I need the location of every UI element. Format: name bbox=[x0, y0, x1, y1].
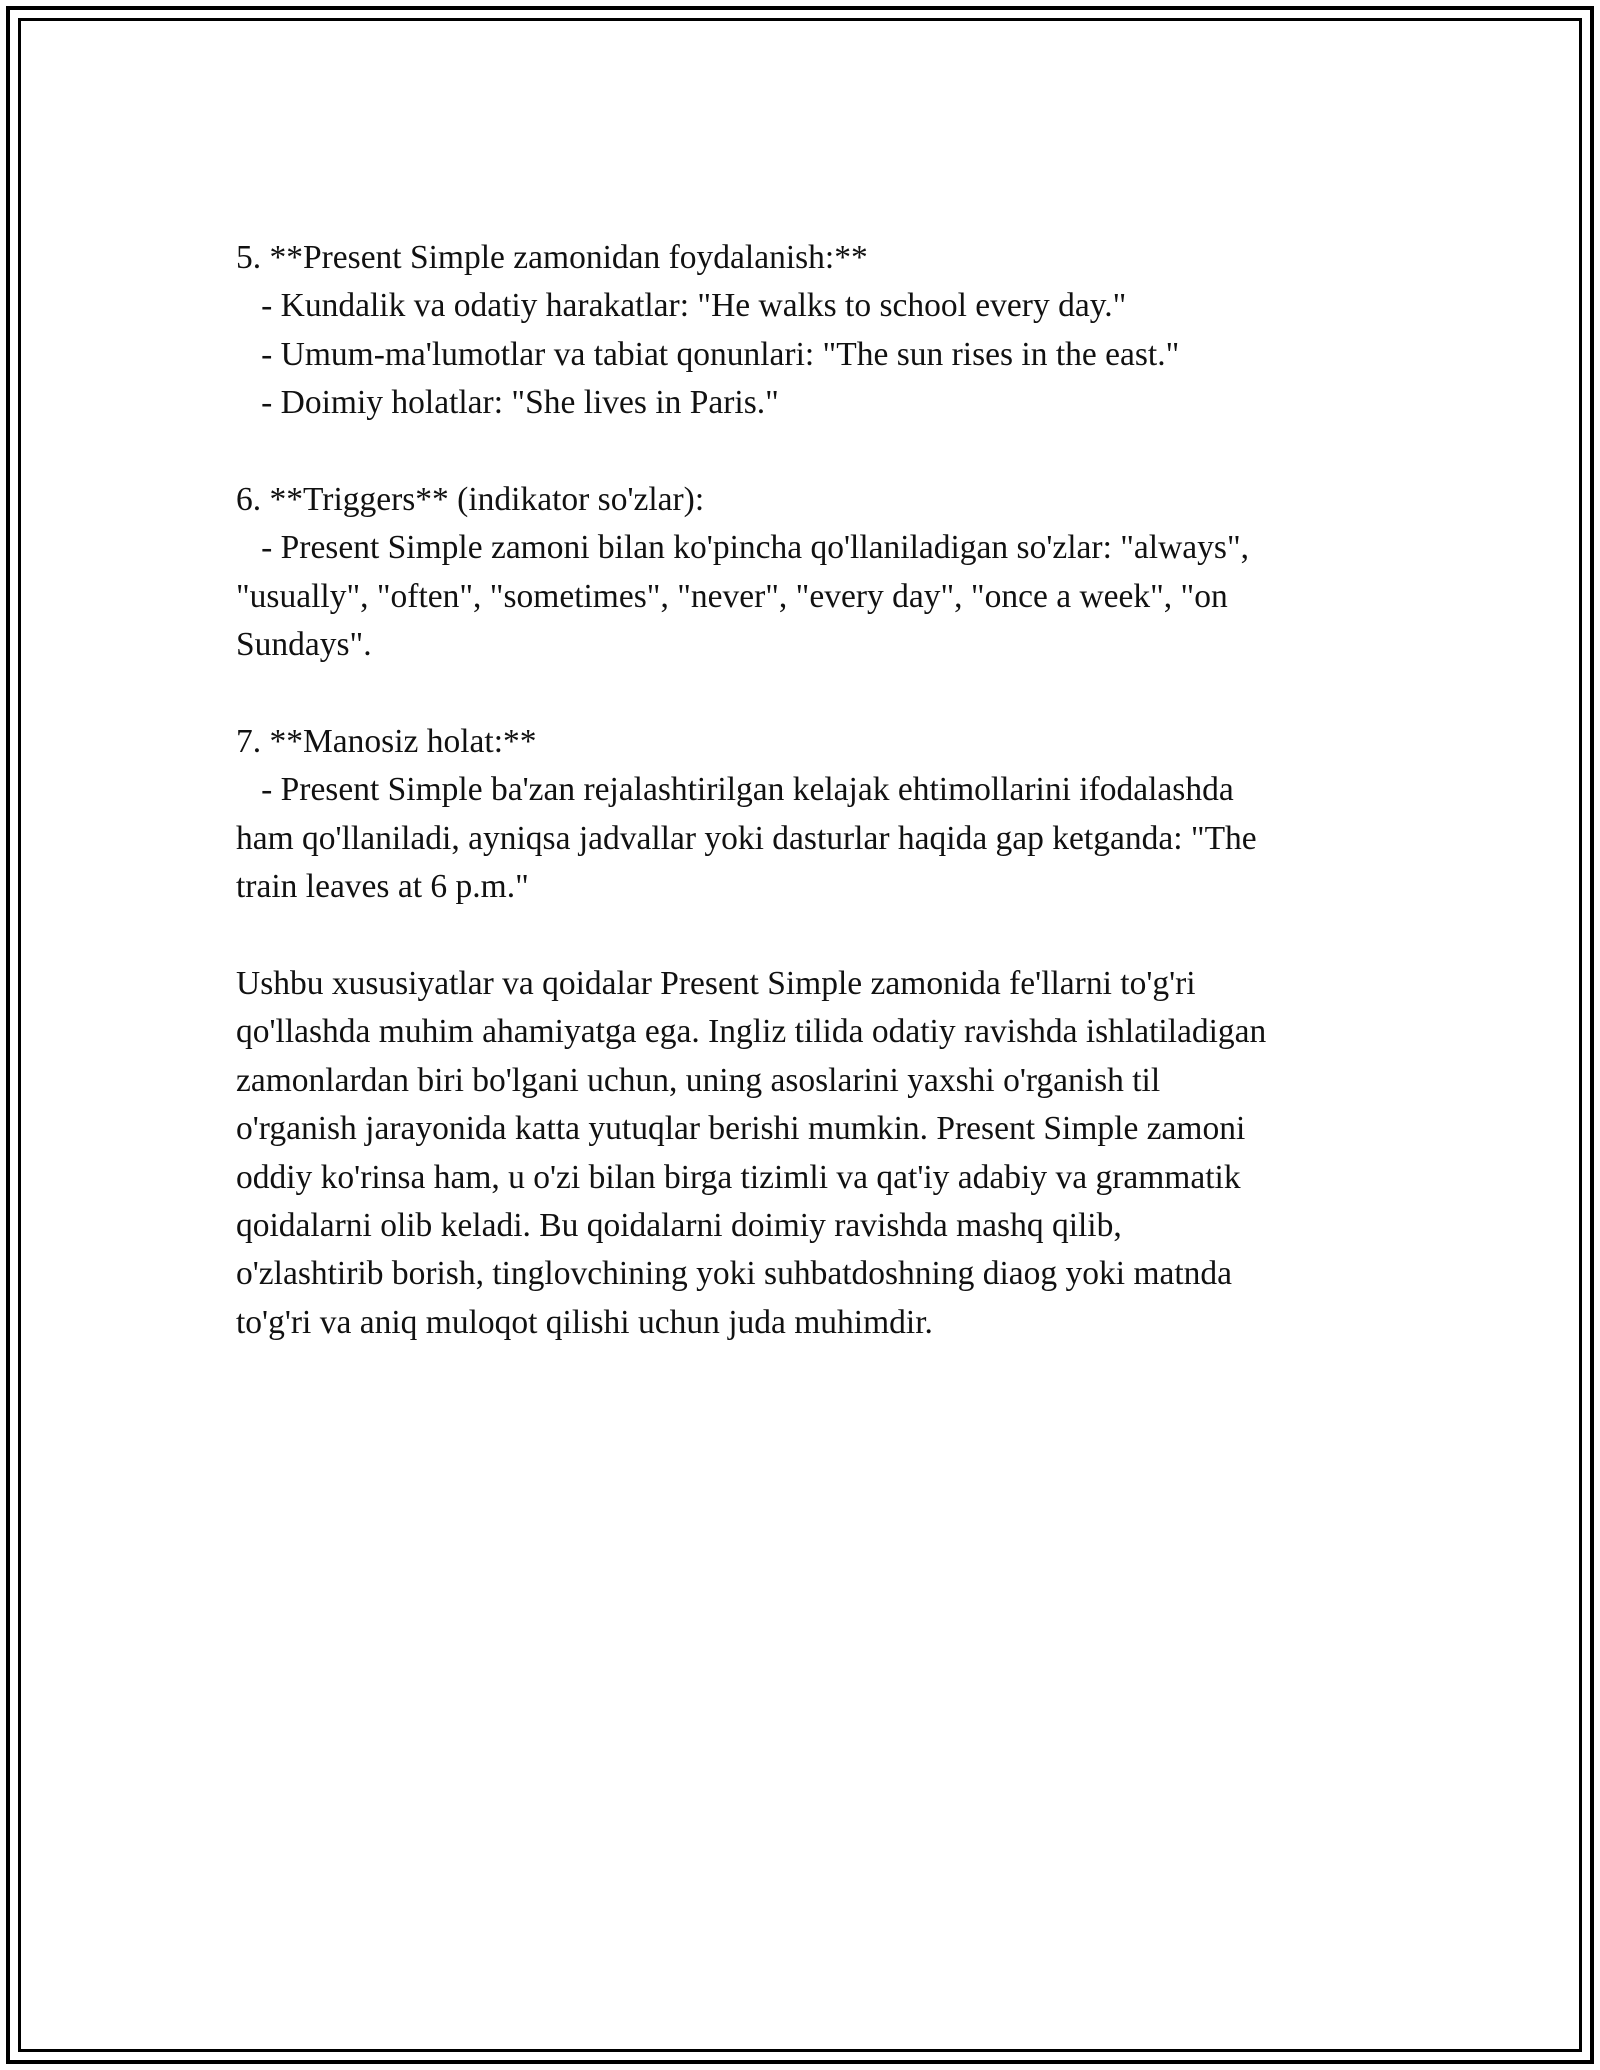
conclusion-line: Ushbu xususiyatlar va qoidalar Present Simple zamonida fe'llarni to'g'ri bbox=[236, 965, 1196, 1003]
section-6-line: Sundays". bbox=[236, 626, 372, 664]
paragraph-gap bbox=[236, 912, 1396, 960]
conclusion-line: o'rganish jarayonida katta yutuqlar berishi mumkin. Present Simple zamoni bbox=[236, 1110, 1246, 1148]
conclusion-line: oddiy ko'rinsa ham, u o'zi bilan birga tizimli va qat'iy adabiy va grammatik bbox=[236, 1158, 1241, 1196]
section-7-line: - Present Simple ba'zan rejalashtirilgan kelajak ehtimollarini ifodalashda bbox=[236, 771, 1234, 809]
section-6-line: "usually", "often", "sometimes", "never", "every day", "once a week", "on bbox=[236, 577, 1228, 615]
conclusion-line: zamonlardan biri bo'lgani uchun, uning asoslarini yaxshi o'rganish til bbox=[236, 1061, 1161, 1099]
section-7-line: train leaves at 6 p.m." bbox=[236, 868, 529, 906]
section-6-line: - Present Simple zamoni bilan ko'pincha qo'llaniladigan so'zlar: "always", bbox=[236, 529, 1249, 567]
section-5-item: - Umum-ma'lumotlar va tabiat qonunlari: "The sun rises in the east." bbox=[236, 335, 1180, 373]
section-7-heading: 7. **Manosiz holat:** bbox=[236, 723, 537, 761]
paragraph-gap bbox=[236, 670, 1396, 718]
conclusion-line: qoidalarni olib keladi. Bu qoidalarni doimiy ravishda mashq qilib, bbox=[236, 1207, 1122, 1245]
conclusion-line: qo'llashda muhim ahamiyatga ega. Ingliz tilida odatiy ravishda ishlatiladigan bbox=[236, 1013, 1267, 1051]
section-5-item: - Doimiy holatlar: "She lives in Paris." bbox=[236, 384, 779, 422]
document-body bbox=[236, 234, 1396, 1347]
section-7-line: ham qo'llaniladi, ayniqsa jadvallar yoki dasturlar haqida gap ketganda: "The bbox=[236, 819, 1257, 857]
section-6-heading: 6. **Triggers** (indikator so'zlar): bbox=[236, 481, 705, 519]
paragraph-gap bbox=[236, 428, 1396, 476]
section-5-item: - Kundalik va odatiy harakatlar: "He walks to school every day." bbox=[236, 287, 1127, 325]
section-5-heading: 5. **Present Simple zamonidan foydalanish:** bbox=[236, 239, 868, 276]
conclusion-line: to'g'ri va aniq muloqot qilishi uchun juda muhimdir. bbox=[236, 1303, 933, 1341]
conclusion-line: o'zlashtirib borish, tinglovchining yoki suhbatdoshning diaog yoki matnda bbox=[236, 1255, 1233, 1293]
